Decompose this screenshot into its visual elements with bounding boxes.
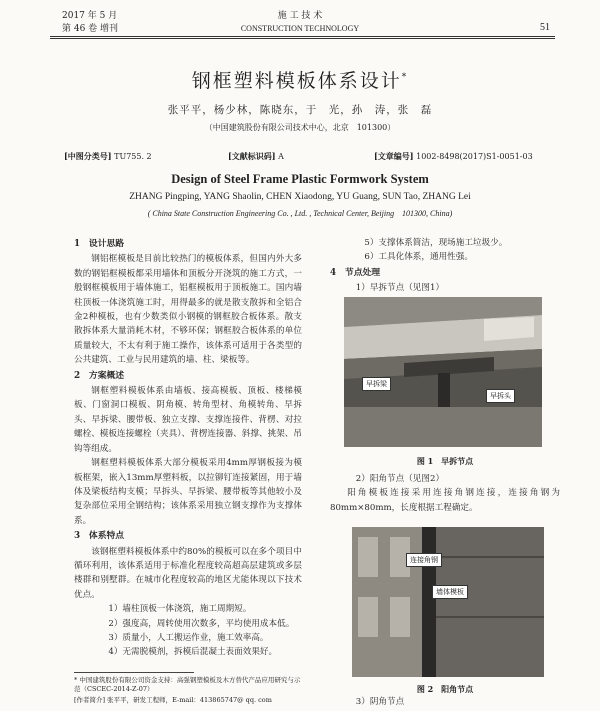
figure-1-photo — [344, 297, 542, 447]
footnote-fund: * 中国建筑股份有限公司资金支持：高强钢塑模板及木方替代产品应用研究与示范（CSCEC-2014-Z-07） — [74, 676, 301, 693]
figure-2-label-angle: 连接角钢 — [406, 553, 442, 567]
clc-label: [中图分类号] — [64, 151, 112, 161]
header-journal-cn: 施 工 技 术 — [277, 11, 323, 21]
node-3-block — [330, 695, 560, 709]
doc-label: [文献标识码] — [228, 151, 276, 161]
section-4-heading: 4 节点处理 — [330, 267, 381, 278]
figure-1-label-beam: 早拆梁 — [362, 377, 391, 391]
clc-number — [64, 151, 152, 162]
header-page-number: 51 — [540, 22, 550, 33]
title-cn-text: 钢框塑料模板体系设计 — [191, 70, 402, 92]
affiliation-cn: （中国建筑股份有限公司技术中心，北京 101300） — [204, 123, 396, 132]
node-2-heading: 2）阳角节点（见图2） — [355, 474, 445, 484]
node-2-block — [330, 472, 560, 515]
left-column — [74, 236, 302, 660]
figure-2-drawing — [352, 527, 544, 677]
feature-item: 3）质量小，人工搬运作业，施工效率高。 — [108, 632, 269, 643]
article-value: 1002-8498(2017)S1-0051-03 — [416, 152, 533, 161]
feature-item: 6）工具化体系，通用性强。 — [364, 252, 473, 263]
authors-cn: 张平平，杨少林，陈晓东，于 光，孙 涛，张 磊 — [167, 104, 433, 116]
node-1-heading: 1）早拆节点（见图1） — [355, 283, 445, 294]
figure-1-caption: 图 1 早拆节点 — [416, 456, 474, 466]
figure-2-label-wall: 墙体模板 — [432, 585, 468, 599]
right-column — [330, 236, 560, 296]
doc-value: A — [278, 152, 284, 161]
article-number — [374, 151, 533, 162]
figure-1-label-head: 早拆头 — [486, 389, 515, 403]
section-1-paragraph: 钢铝框模板是目前比较热门的模板体系，但国内外大多数的钢铝框模板都采用墙体和顶板分开浇筑的施工方式，一般钢框模板用于墙体施工，铝框模板用于顶板施工。国内墙柱顶板一体浇筑施工时，用得最多的就是散支散拆和全铝合金2种模板，也有少数类似小钢模的钢框胶合板体系。散支散拆体系大量消耗木材，不够环保；钢框胶合板体系的单位质量较大，不太有利于施工操作，该体系可适用于各类型的公共建筑、工业与民用建筑的墙、柱、梁板等。 — [74, 254, 302, 366]
title-en: Design of Steel Frame Plastic Formwork System — [171, 172, 429, 186]
node-2-paragraph: 阳角模板连接采用连接角钢连接，连接角钢为80mm×80mm，长度根据工程确定。 — [330, 488, 560, 513]
feature-item: 2）强度高，周转使用次数多，平均使用成本低。 — [108, 618, 295, 629]
feature-item: 5）支撑体系简洁，现场施工垃圾少。 — [364, 238, 508, 248]
node-3-heading: 3）阴角节点 — [355, 697, 405, 707]
title-footnote-mark: * — [401, 72, 409, 83]
footnote-author: [作者简介] 张平平，研发工程师，E-mail：413865747@ qq. com — [74, 696, 272, 704]
header-rule — [50, 36, 555, 37]
section-2-heading: 2 方案概述 — [74, 370, 125, 381]
footnote-rule — [74, 672, 194, 673]
feature-item: 4）无需脱模剂，拆模后混凝土表面效果好。 — [108, 647, 278, 658]
article-label: [文章编号] — [374, 151, 414, 161]
doc-code — [228, 151, 284, 162]
figure-2-caption: 图 2 阳角节点 — [416, 684, 474, 694]
header-volume: 第 46 卷 增刊 — [62, 24, 119, 34]
section-3-paragraph: 该钢框塑料模板体系中约80%的模板可以在多个项目中循环利用，该体系适用于标准化程度较高超高层建筑或多层楼群和别墅群。在城市化程度较高的地区尤能体现以下技术优点。 — [74, 546, 302, 600]
section-3-heading: 3 体系特点 — [74, 531, 125, 542]
section-2-paragraph-2: 钢框塑料模板体系大部分模板采用4mm厚钢板接为模板框架，嵌入13mm厚塑料板，以拉铆钉连接紧固，用于墙体及梁板结构支模；早拆头、早拆梁、腰带板等其他较小及复杂部位采用全钢结构；该体系采用独立钢支撑作为支撑体系。 — [74, 458, 302, 526]
header-rule-2 — [50, 38, 555, 39]
affiliation-en: ( China State Construction Engineering Co. , Ltd. , Technical Center, Beijing 101300, China) — [147, 209, 453, 218]
header-date: 2017 年 5 月 — [62, 11, 118, 21]
authors-en: ZHANG Pingping, YANG Shaolin, CHEN Xiaodong, YU Guang, SUN Tao, ZHANG Lei — [129, 192, 471, 202]
title-cn — [0, 66, 600, 93]
section-1-heading: 1 设计思路 — [74, 239, 125, 249]
clc-value: TU755. 2 — [114, 152, 152, 161]
header-journal-en: CONSTRUCTION TECHNOLOGY — [240, 24, 360, 33]
feature-item: 1）墙柱顶板一体浇筑，施工周期短。 — [108, 604, 252, 615]
figure-2-photo — [352, 527, 544, 677]
figure-1-drawing — [344, 297, 542, 447]
section-2-paragraph-1: 钢框塑料模板体系由墙板、接高模板、顶板、楼梯模板、门窗洞口模板、阴角模、转角型材、角模转角、早拆头、早拆梁、腰带板、独立支撑、支撑连接件、背楞、对拉螺栓、模板连接螺栓（夹具）、背楞连接器、斜撑、挑架、吊钩等组成。 — [74, 386, 302, 454]
